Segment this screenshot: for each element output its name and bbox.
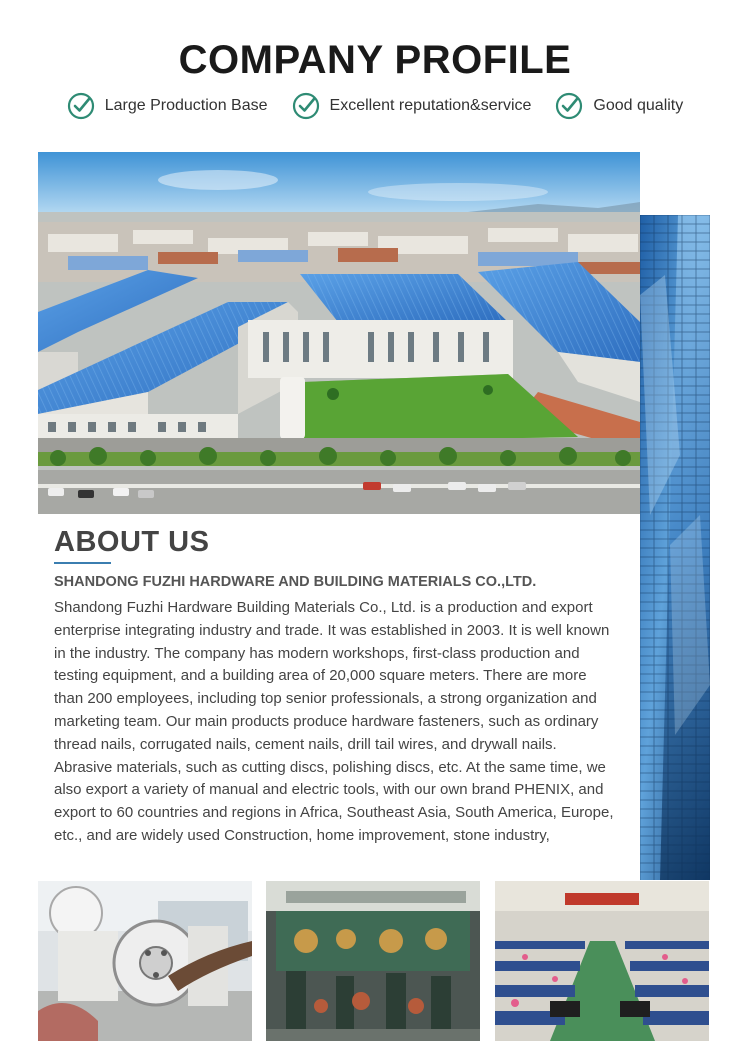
skyscraper-photo (640, 215, 710, 880)
check-circle-icon (292, 92, 320, 120)
feature-label: Good quality (593, 97, 684, 114)
feature-item-reputation (292, 92, 532, 120)
check-circle-icon (555, 92, 583, 120)
feature-list (0, 92, 750, 120)
check-circle-icon (67, 92, 95, 120)
company-description: Shandong Fuzhi Hardware Building Materials Co., Ltd. is a production and export enterprise integrating industry and trade. It was established in 2003. It is well known in the industry. The company has modern workshops, first-class production and testing equipment, and a building area of 20,000 square meters. There are more than 200 employees, including top senior professionals, a strong organization and marketing team. Our main products produce hardware fasteners, such as ordinary thread nails, corrugated nails, cement nails, drill tail wires, and drywall nails. Abrasive materials, such as cutting discs, polishing discs, etc. At the same time, we also export a variety of manual and electric tools, with our own brand PHENIX, and export to 60 countries and regions in Africa, Southeast Asia, South America, Europe, etc., and are widely used Construction, home improvement, stone industry, (54, 599, 614, 844)
about-heading: ABOUT US (54, 526, 210, 558)
heading-underline (54, 562, 111, 564)
workshop-photo-sewing-machine (38, 881, 252, 1041)
feature-label: Large Production Base (104, 97, 268, 114)
factory-aerial-photo (38, 152, 640, 514)
feature-item-quality (555, 92, 683, 120)
company-name: SHANDONG FUZHI HARDWARE AND BUILDING MATERIALS CO.,LTD. (54, 574, 537, 590)
feature-item-production-base (67, 92, 268, 120)
workshop-photo-machinery (266, 881, 480, 1041)
feature-label: Excellent reputation&service (329, 97, 532, 114)
workshop-photo-production-line (495, 881, 709, 1041)
page-title: COMPANY PROFILE (178, 38, 572, 82)
